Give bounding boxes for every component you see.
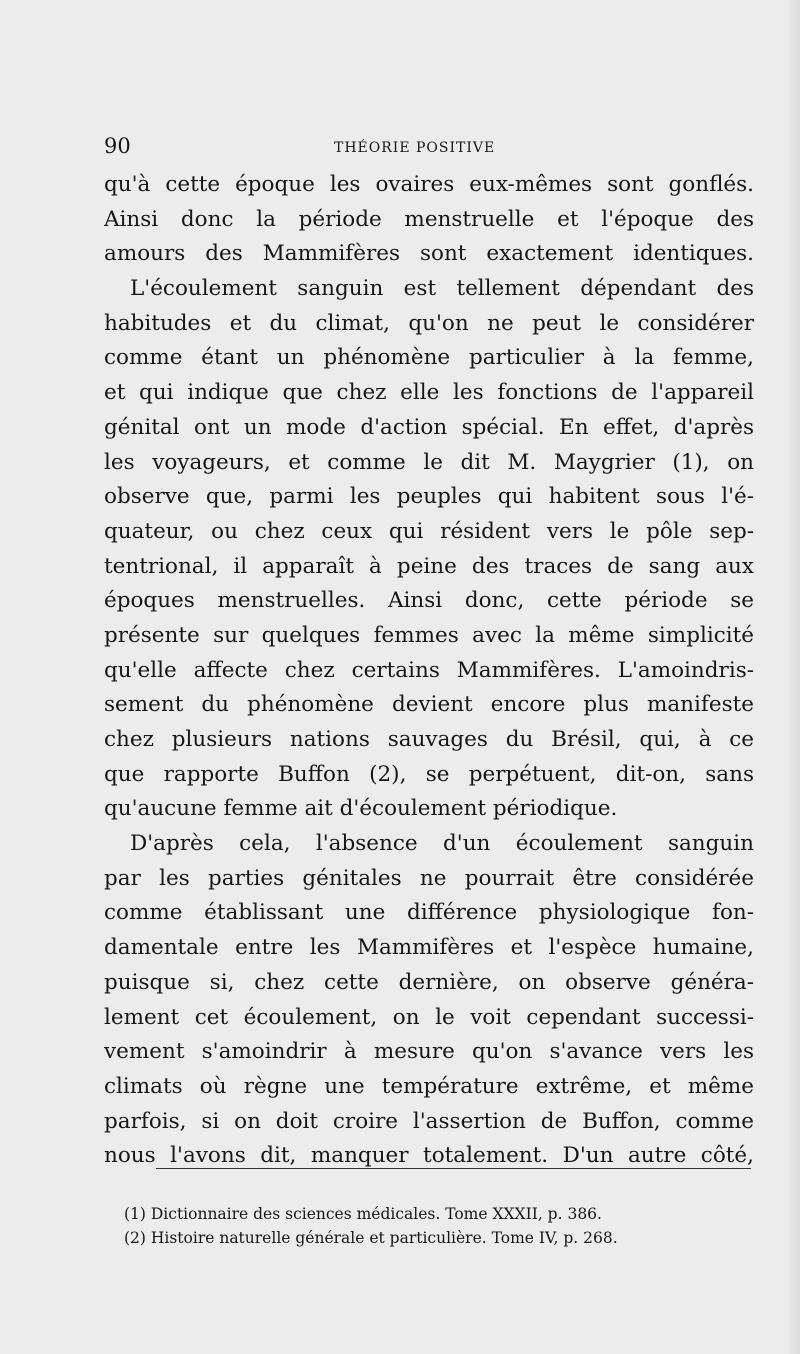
footnote-2: (2) Histoire naturelle générale et particulière. Tome IV, p. 268. bbox=[124, 1229, 618, 1247]
text-line: quateur, ou chez ceux qui résident vers le pôle sep- bbox=[104, 518, 754, 544]
footnote-separator bbox=[156, 1168, 751, 1169]
page-number: 90 bbox=[104, 134, 131, 158]
text-line: génital ont un mode d'action spécial. En effet, d'après bbox=[104, 414, 754, 440]
text-line: et qui indique que chez elle les fonctions de l'appareil bbox=[104, 380, 754, 406]
text-line: présente sur quelques femmes avec la même simplicité bbox=[104, 622, 754, 648]
text-line: Ainsi donc la période menstruelle et l'époque des bbox=[104, 206, 754, 232]
text-line: par les parties génitales ne pourrait être considérée bbox=[104, 865, 754, 891]
text-line: damentale entre les Mammifères et l'espèce humaine, bbox=[104, 935, 754, 961]
text-line: qu'elle affecte chez certains Mammifères. L'amoindris- bbox=[104, 657, 754, 683]
text-line: sement du phénomène devient encore plus manifeste bbox=[104, 692, 754, 718]
text-line: qu'aucune femme ait d'écoulement périodique. bbox=[104, 796, 618, 822]
footnote-1: (1) Dictionnaire des sciences médicales. Tome XXXII, p. 386. bbox=[124, 1205, 602, 1223]
text-line: parfois, si on doit croire l'assertion de Buffon, comme bbox=[104, 1108, 754, 1134]
running-title: THÉORIE POSITIVE bbox=[334, 140, 496, 156]
text-line: D'après cela, l'absence d'un écoulement sanguin bbox=[130, 831, 754, 857]
page-header bbox=[104, 134, 754, 160]
text-line: que rapporte Buffon (2), se perpétuent, dit-on, sans bbox=[104, 761, 754, 787]
text-line: lement cet écoulement, on le voit cependant successi- bbox=[104, 1004, 754, 1030]
text-line: les voyageurs, et comme le dit M. Maygrier (1), on bbox=[104, 449, 754, 475]
text-line: habitudes et du climat, qu'on ne peut le considérer bbox=[104, 310, 754, 336]
text-line: comme établissant une différence physiologique fon- bbox=[104, 900, 754, 926]
text-line: climats où règne une température extrême, et même bbox=[104, 1073, 754, 1099]
text-line: amours des Mammifères sont exactement identiques. bbox=[104, 241, 754, 267]
page-edge-shadow bbox=[786, 0, 800, 1354]
text-line: L'écoulement sanguin est tellement dépendant des bbox=[130, 276, 754, 302]
text-line: observe que, parmi les peuples qui habitent sous l'é- bbox=[104, 484, 754, 510]
text-line: comme étant un phénomène particulier à la femme, bbox=[104, 345, 754, 371]
footnotes bbox=[124, 1202, 754, 1250]
text-line: vement s'amoindrir à mesure qu'on s'avance vers les bbox=[104, 1039, 754, 1065]
text-line: tentrional, il apparaît à peine des traces de sang aux bbox=[104, 553, 754, 579]
text-line: chez plusieurs nations sauvages du Brésil, qui, à ce bbox=[104, 727, 754, 752]
body-text bbox=[104, 168, 754, 1174]
text-line: qu'à cette époque les ovaires eux-mêmes sont gonflés. bbox=[104, 172, 754, 197]
text-line: époques menstruelles. Ainsi donc, cette période se bbox=[104, 588, 754, 614]
text-line: puisque si, chez cette dernière, on observe généra- bbox=[104, 969, 754, 995]
text-line: nous l'avons dit, manquer totalement. D'un autre côté, bbox=[104, 1143, 754, 1169]
